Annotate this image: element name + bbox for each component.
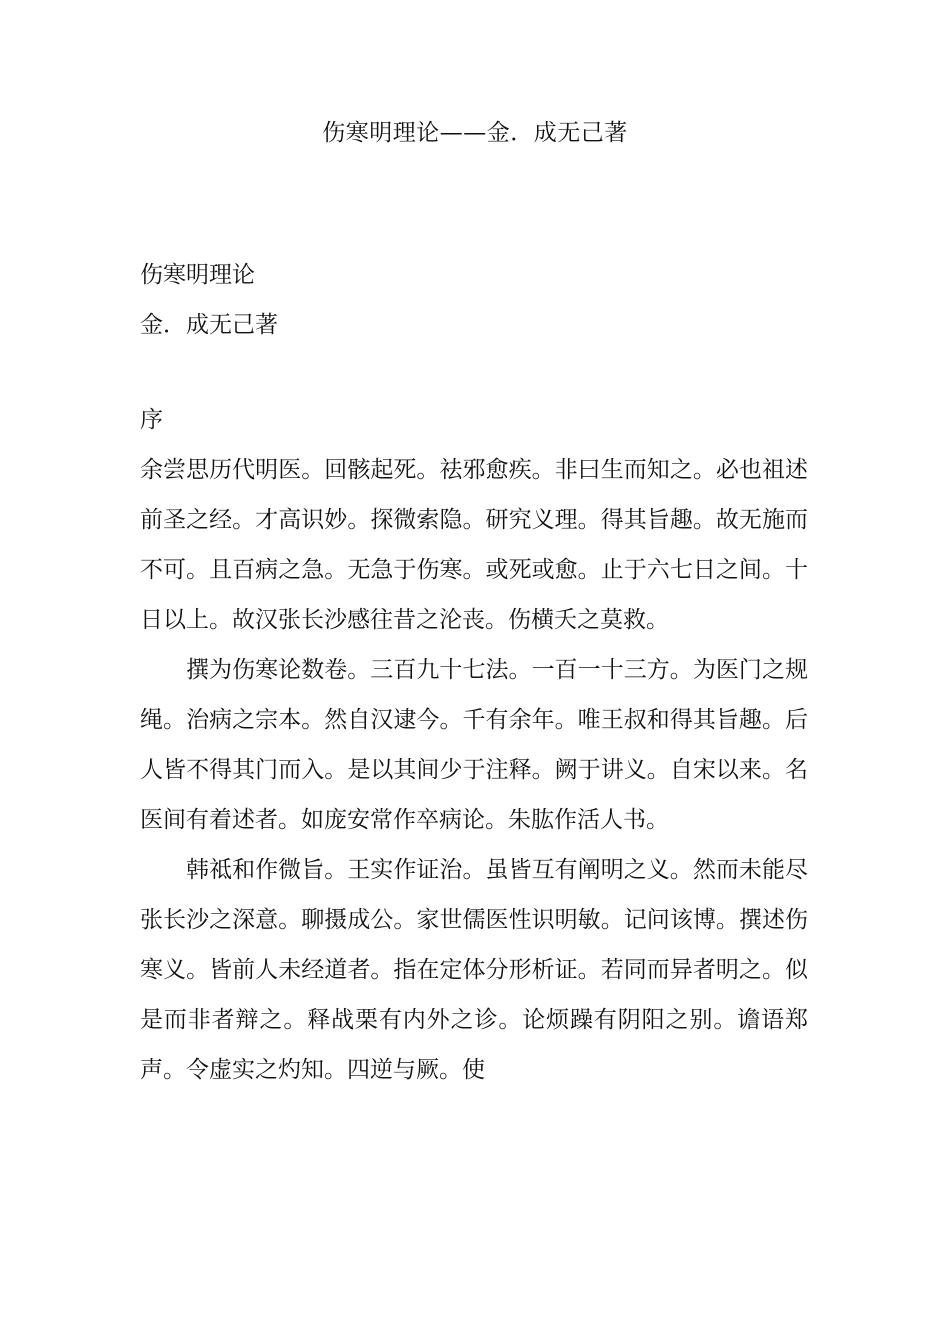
paragraph: 韩祗和作微旨。王实作证治。虽皆互有阐明之义。然而未能尽张长沙之深意。聊摄成公。家世儒医性识明敏。记问该博。撰述伤寒义。皆前人未经道者。指在定体分形析证。若同而异者明之。似是而非者辩之。释战栗有内外之诊。论烦躁有阴阳之别。谵语郑声。令虚实之灼知。四逆与厥。使	[140, 857, 808, 1083]
document-title: 伤寒明理论——金．成无己著	[322, 120, 628, 146]
book-name: 伤寒明理论	[140, 262, 255, 288]
section-heading: 序	[140, 407, 163, 433]
paragraph: 余尝思历代明医。回骸起死。祛邪愈疾。非曰生而知之。必也祖述前圣之经。才高识妙。探微索隐。研究义理。得其旨趣。故无施而不可。且百病之急。无急于伤寒。或死或愈。止于六七日之间。十日以上。故汉张长沙感往昔之沦丧。伤横夭之莫救。	[140, 457, 808, 633]
document-body	[140, 255, 808, 1095]
author-line: 金．成无己著	[140, 312, 278, 338]
paragraph: 撰为伤寒论数卷。三百九十七法。一百一十三方。为医门之规绳。治病之宗本。然自汉逮今。千有余年。唯王叔和得其旨趣。后人皆不得其门而入。是以其间少于注释。阙于讲义。自宋以来。名医间有着述者。如庞安常作卒病论。朱肱作活人书。	[140, 657, 808, 833]
